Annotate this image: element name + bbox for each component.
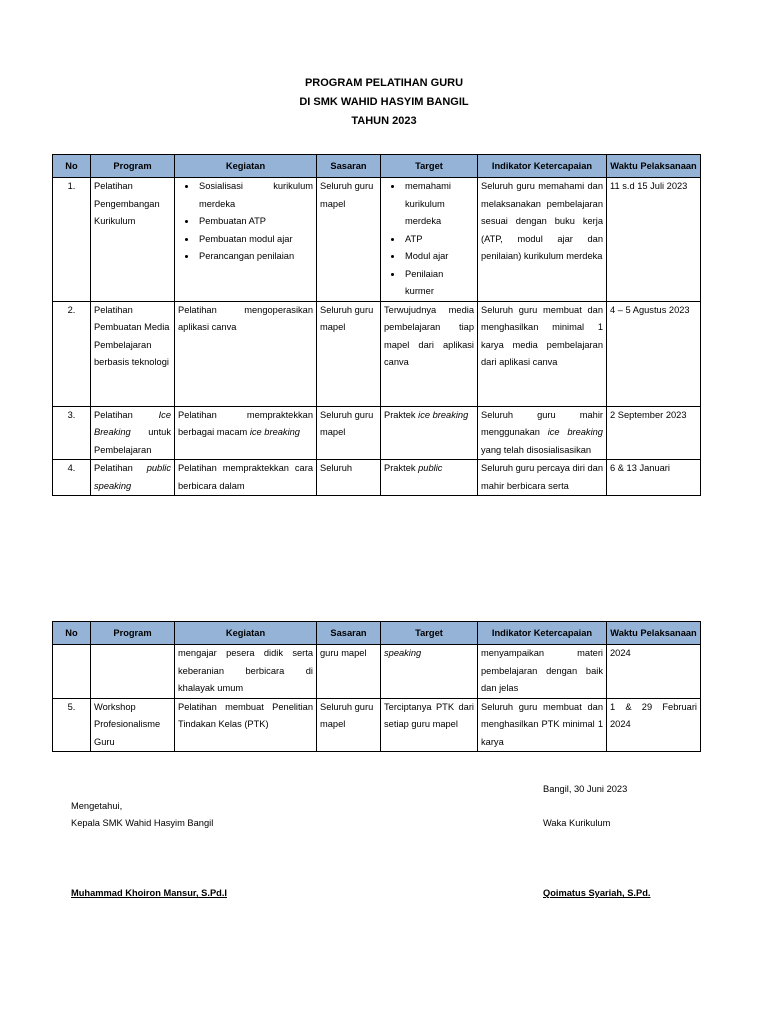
cell-program: Workshop Profesionalisme Guru: [91, 698, 175, 752]
cell-no: 5.: [53, 698, 91, 752]
list-item: • Pembuatan modul ajar: [197, 231, 313, 249]
cell-program: Pelatihan Pengembangan Kurikulum: [91, 178, 175, 302]
cell-indikator: Seluruh guru membuat dan menghasilkan PTK minimal 1 karya: [478, 698, 607, 752]
cell-text: Pelatihan: [94, 463, 133, 473]
col-header-target: Target: [381, 622, 478, 645]
cell-no: 2.: [53, 301, 91, 406]
cell-kegiatan: Pelatihan mengoperasikan aplikasi canva: [175, 301, 317, 406]
cell-text-italic: ice breaking: [547, 427, 603, 437]
place-date: Bangil, 30 Juni 2023: [543, 784, 628, 794]
cell-program: [91, 460, 175, 496]
cell-sasaran: Seluruh guru mapel: [317, 301, 381, 406]
left-signatory-role: Kepala SMK Wahid Hasyim Bangil: [71, 818, 214, 828]
cell-text-italic: speaking: [384, 648, 422, 658]
col-header-waktu: Waktu Pelaksanaan: [607, 622, 701, 645]
col-header-indikator: Indikator Ketercapaian: [478, 155, 607, 178]
cell-target: [381, 406, 478, 460]
cell-sasaran: Seluruh guru mapel: [317, 406, 381, 460]
cell-indikator: Seluruh guru membuat dan menghasilkan minimal 1 karya media pembelajaran dari aplikasi canva: [478, 301, 607, 406]
table-row: [53, 178, 701, 302]
cell-text-italic: public: [418, 463, 443, 473]
cell-indikator: Seluruh guru percaya diri dan mahir berbicara serta: [478, 460, 607, 496]
doc-title-line-2: DI SMK WAHID HASYIM BANGIL: [299, 96, 469, 108]
cell-text: Praktek: [384, 463, 416, 473]
cell-text-italic: ice breaking: [418, 409, 469, 420]
col-header-waktu: Waktu Pelaksanaan: [607, 155, 701, 178]
cell-kegiatan: [175, 178, 317, 302]
training-table-page-1: [52, 154, 701, 496]
doc-title-line-1: PROGRAM PELATIHAN GURU: [304, 77, 464, 89]
col-header-sasaran: Sasaran: [317, 622, 381, 645]
cell-text: Pelatihan mempraktekkan berbagai macam: [178, 409, 313, 437]
cell-target: [381, 460, 478, 496]
col-header-no: No: [53, 155, 91, 178]
right-signatory-name: Qoimatus Syariah, S.Pd.: [543, 888, 651, 898]
col-header-program: Program: [91, 155, 175, 178]
col-header-no: No: [53, 622, 91, 645]
list-item: • memahami kurikulum merdeka: [403, 178, 474, 231]
cell-kegiatan: Pelatihan membuat Penelitian Tindakan Kelas (PTK): [175, 698, 317, 752]
col-header-kegiatan: Kegiatan: [175, 155, 317, 178]
cell-text-italic: ice breaking: [249, 427, 300, 437]
list-item: • Modul ajar: [403, 248, 474, 266]
table-row: [53, 645, 701, 699]
table-row: [53, 460, 701, 496]
cell-sasaran: guru mapel: [317, 645, 381, 699]
col-header-indikator: Indikator Ketercapaian: [478, 622, 607, 645]
cell-kegiatan: [175, 406, 317, 460]
cell-waktu: 1 & 29 Februari 2024: [607, 698, 701, 752]
cell-no: 1.: [53, 178, 91, 302]
cell-program: Pelatihan Pembuatan Media Pembelajaran berbasis teknologi: [91, 301, 175, 406]
cell-text-italic: public speaking: [94, 463, 171, 491]
cell-indikator: Seluruh guru memahami dan melaksanakan pembelajaran sesuai dengan buku kerja (ATP, modul ajar dan penilaian) kurikulum merdeka: [478, 178, 607, 302]
cell-kegiatan: Pelatihan mempraktekkan cara berbicara dalam: [175, 460, 317, 496]
cell-waktu: 6 & 13 Januari: [607, 460, 701, 496]
cell-kegiatan: mengajar pesera didik serta keberanian berbicara di khalayak umum: [175, 645, 317, 699]
cell-text: Pelatihan: [94, 409, 133, 420]
col-header-program: Program: [91, 622, 175, 645]
cell-program: [91, 406, 175, 460]
table-header-row: [53, 155, 701, 178]
cell-sasaran: Seluruh guru mapel: [317, 178, 381, 302]
cell-sasaran: Seluruh: [317, 460, 381, 496]
list-item: • Perancangan penilaian: [197, 248, 313, 266]
mengetahui-label: Mengetahui,: [71, 801, 123, 811]
cell-no: 3.: [53, 406, 91, 460]
list-item: • ATP: [403, 231, 474, 249]
cell-indikator: menyampaikan materi pembelajaran dengan baik dan jelas: [478, 645, 607, 699]
cell-text: yang telah disosialisasikan: [481, 444, 592, 455]
cell-target: [381, 178, 478, 302]
cell-program: [91, 645, 175, 699]
cell-no: [53, 645, 91, 699]
col-header-target: Target: [381, 155, 478, 178]
cell-text: Praktek: [384, 409, 416, 420]
table-header-row: [53, 622, 701, 645]
training-table-page-2: [52, 621, 701, 752]
cell-indikator: [478, 406, 607, 460]
cell-waktu: 11 s.d 15 Juli 2023: [607, 178, 701, 302]
doc-title-line-3: TAHUN 2023: [351, 115, 417, 127]
left-signatory-name: Muhammad Khoiron Mansur, S.Pd.I: [71, 888, 227, 898]
cell-text: untuk Pembelajaran: [94, 427, 171, 455]
cell-text: Seluruh guru mahir menggunakan: [481, 409, 603, 437]
list-item: • Sosialisasi kurikulum merdeka: [197, 178, 313, 213]
table-row: [53, 406, 701, 460]
cell-waktu: 2024: [607, 645, 701, 699]
col-header-kegiatan: Kegiatan: [175, 622, 317, 645]
cell-text-italic: Ice Breaking: [94, 409, 171, 437]
cell-target: Terwujudnya media pembelajaran tiap mapel dari aplikasi canva: [381, 301, 478, 406]
cell-waktu: 2 September 2023: [607, 406, 701, 460]
list-item: • Penilaian kurmer: [403, 266, 474, 301]
table-row: [53, 301, 701, 406]
cell-no: 4.: [53, 460, 91, 496]
cell-waktu: 4 – 5 Agustus 2023: [607, 301, 701, 406]
right-signatory-role: Waka Kurikulum: [543, 818, 611, 828]
col-header-sasaran: Sasaran: [317, 155, 381, 178]
table-row: [53, 698, 701, 752]
cell-target: [381, 645, 478, 699]
cell-target: Terciptanya PTK dari setiap guru mapel: [381, 698, 478, 752]
list-item: • Pembuatan ATP: [197, 213, 313, 231]
cell-sasaran: Seluruh guru mapel: [317, 698, 381, 752]
